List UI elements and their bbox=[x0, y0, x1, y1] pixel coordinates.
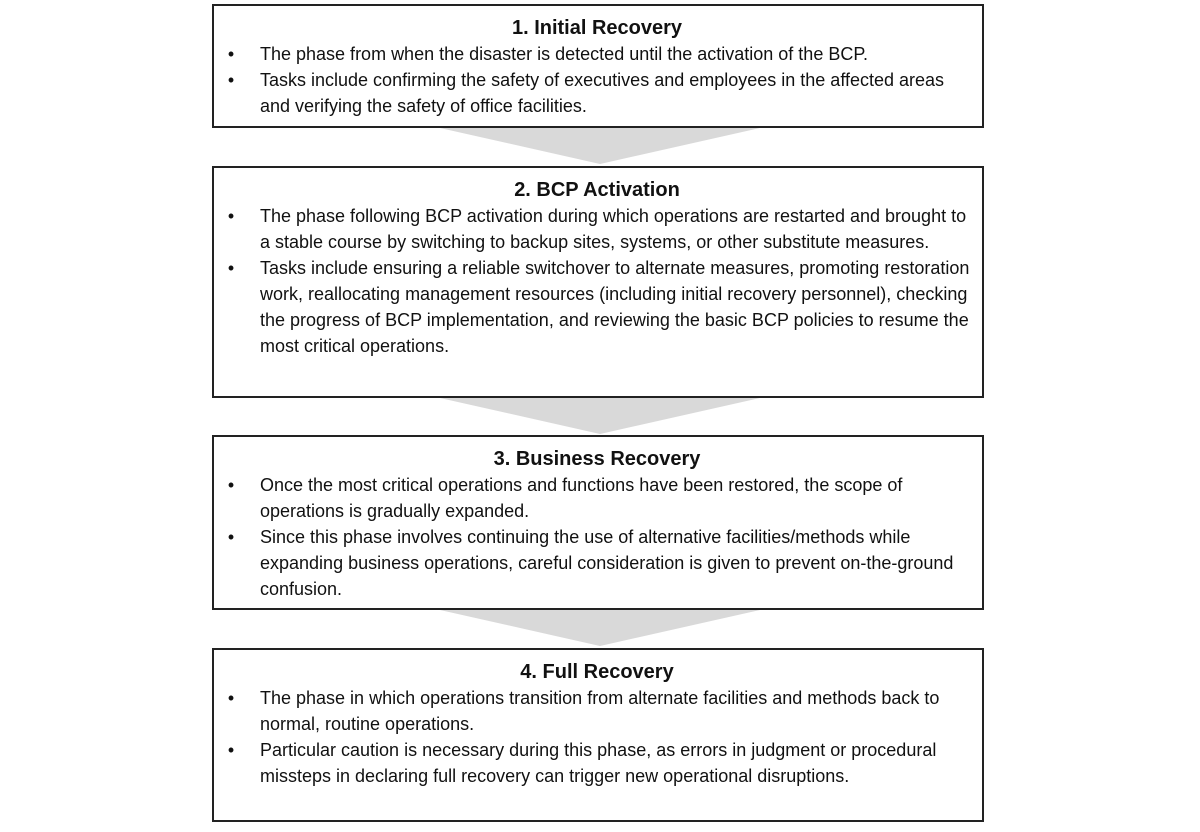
bullet-text: The phase following BCP activation during which operations are restarted and brought to a stable course by switching to backup sites, systems, or other substitute measures. bbox=[260, 206, 967, 252]
phase-bullet bbox=[224, 685, 970, 737]
bullet-text: Once the most critical operations and functions have been restored, the scope of operations is gradually expanded. bbox=[260, 475, 903, 521]
phase-bullet bbox=[224, 472, 970, 524]
phase-title: 3. Business Recovery bbox=[493, 448, 701, 470]
phase-box-full-recovery bbox=[212, 648, 984, 822]
phase-bullet bbox=[224, 737, 970, 789]
bullet-icon: • bbox=[227, 688, 235, 708]
bullet-text: Particular caution is necessary during this phase, as errors in judgment or procedural missteps in declaring full recovery can trigger new operational disruptions. bbox=[260, 740, 937, 786]
phase-title: 2. BCP Activation bbox=[514, 179, 680, 201]
bullet-text: The phase from when the disaster is detected until the activation of the BCP. bbox=[260, 44, 869, 64]
bullet-icon: • bbox=[227, 44, 235, 64]
bullet-icon: • bbox=[227, 475, 235, 495]
bullet-text: Tasks include ensuring a reliable switchover to alternate measures, promoting restoration work, reallocating management resources (including initial recovery personnel), checking the progress of BCP implementation, and reviewing the basic BCP policies to resume the most critical operations. bbox=[260, 258, 970, 356]
bullet-icon: • bbox=[227, 70, 235, 90]
bullet-text: Tasks include confirming the safety of executives and employees in the affected areas and verifying the safety of office facilities. bbox=[260, 70, 945, 116]
phase-bullet bbox=[224, 203, 970, 255]
phase-bullet-list bbox=[224, 685, 970, 789]
down-arrow-icon bbox=[0, 128, 1200, 168]
bullet-icon: • bbox=[227, 258, 235, 278]
phase-bullet bbox=[224, 41, 970, 67]
phase-bullet bbox=[224, 524, 970, 602]
bullet-text: Since this phase involves continuing the use of alternative facilities/methods while expanding business operations, careful consideration is given to prevent on-the-ground confusion. bbox=[260, 527, 954, 599]
down-arrow-icon bbox=[0, 610, 1200, 650]
phase-bullet-list bbox=[224, 472, 970, 602]
phase-box-bcp-activation bbox=[212, 166, 984, 398]
phase-bullet bbox=[224, 67, 970, 119]
down-arrow-icon bbox=[0, 398, 1200, 438]
phase-title: 1. Initial Recovery bbox=[511, 17, 683, 39]
bullet-icon: • bbox=[227, 527, 235, 547]
phase-box-business-recovery bbox=[212, 435, 984, 610]
bullet-text: The phase in which operations transition from alternate facilities and methods back to normal, routine operations. bbox=[260, 688, 940, 734]
phase-title: 4. Full Recovery bbox=[520, 661, 674, 683]
phase-box-initial-recovery bbox=[212, 4, 984, 128]
bullet-icon: • bbox=[227, 740, 235, 760]
phase-bullet-list bbox=[224, 41, 970, 119]
phase-bullet bbox=[224, 255, 970, 359]
phase-bullet-list bbox=[224, 203, 970, 359]
bullet-icon: • bbox=[227, 206, 235, 226]
